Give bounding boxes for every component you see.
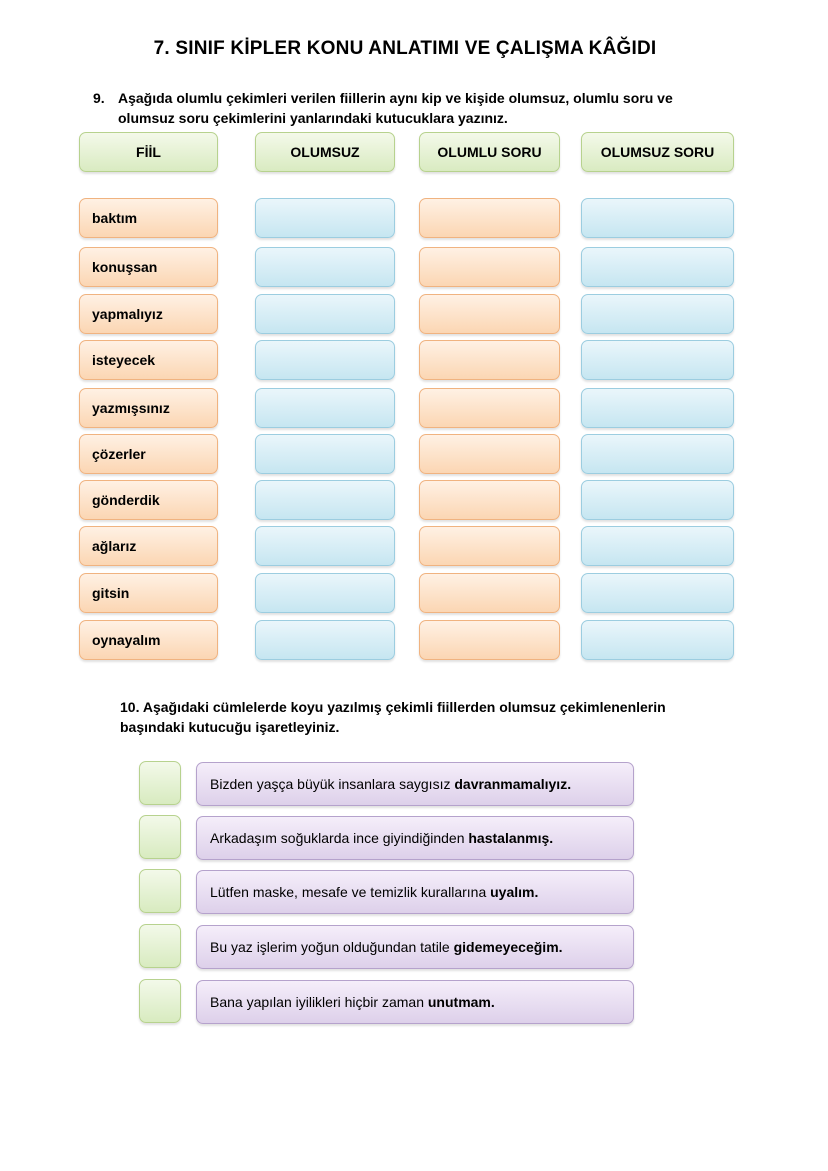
negative-answer-box[interactable] bbox=[255, 573, 395, 613]
negative-answer-box[interactable] bbox=[255, 198, 395, 238]
sentence-text: Bu yaz işlerim yoğun olduğundan tatile bbox=[210, 939, 454, 955]
negative-question-answer-box[interactable] bbox=[581, 620, 734, 660]
positive-question-answer-box[interactable] bbox=[419, 526, 560, 566]
question-9-line-2: olumsuz soru çekimlerini yanlarındaki kutucuklara yazınız. bbox=[118, 110, 508, 126]
positive-question-answer-box[interactable] bbox=[419, 573, 560, 613]
page-title: 7. SINIF KİPLER KONU ANLATIMI VE ÇALIŞMA KÂĞIDI bbox=[153, 38, 657, 59]
negative-question-answer-box[interactable] bbox=[581, 340, 734, 380]
negative-question-answer-box[interactable] bbox=[581, 434, 734, 474]
positive-question-answer-box[interactable] bbox=[419, 294, 560, 334]
negative-question-answer-box[interactable] bbox=[581, 573, 734, 613]
verb-cell: yapmalıyız bbox=[79, 294, 218, 334]
negative-question-answer-box[interactable] bbox=[581, 388, 734, 428]
negative-answer-box[interactable] bbox=[255, 620, 395, 660]
negative-question-answer-box[interactable] bbox=[581, 294, 734, 334]
answer-checkbox[interactable] bbox=[139, 924, 181, 968]
question-9-number: 9. bbox=[93, 90, 105, 106]
verb-cell: konuşsan bbox=[79, 247, 218, 287]
question-10-line-1: 10. Aşağıdaki cümlelerde koyu yazılmış çekimli fiillerden olumsuz çekimlenenlerin bbox=[120, 699, 666, 715]
sentence-box bbox=[196, 816, 634, 860]
sentence-box bbox=[196, 925, 634, 969]
verb-cell: gitsin bbox=[79, 573, 218, 613]
column-header-3: OLUMLU SORU bbox=[419, 132, 560, 172]
column-header-4: OLUMSUZ SORU bbox=[581, 132, 734, 172]
verb-cell: ağlarız bbox=[79, 526, 218, 566]
positive-question-answer-box[interactable] bbox=[419, 620, 560, 660]
negative-question-answer-box[interactable] bbox=[581, 480, 734, 520]
sentence-box bbox=[196, 762, 634, 806]
verb-cell: yazmışsınız bbox=[79, 388, 218, 428]
positive-question-answer-box[interactable] bbox=[419, 340, 560, 380]
verb-cell: baktım bbox=[79, 198, 218, 238]
sentence-verb: hastalanmış. bbox=[468, 830, 554, 846]
sentence-verb: uyalım. bbox=[490, 884, 539, 900]
negative-answer-box[interactable] bbox=[255, 340, 395, 380]
answer-checkbox[interactable] bbox=[139, 815, 181, 859]
question-9-line-1: Aşağıda olumlu çekimleri verilen fiillerin aynı kip ve kişide olumsuz, olumlu soru ve bbox=[118, 90, 673, 106]
negative-answer-box[interactable] bbox=[255, 294, 395, 334]
sentence-box bbox=[196, 870, 634, 914]
negative-question-answer-box[interactable] bbox=[581, 526, 734, 566]
positive-question-answer-box[interactable] bbox=[419, 434, 560, 474]
verb-cell: gönderdik bbox=[79, 480, 218, 520]
sentence-text: Bana yapılan iyilikleri hiçbir zaman bbox=[210, 994, 428, 1010]
positive-question-answer-box[interactable] bbox=[419, 247, 560, 287]
negative-answer-box[interactable] bbox=[255, 526, 395, 566]
negative-answer-box[interactable] bbox=[255, 480, 395, 520]
negative-answer-box[interactable] bbox=[255, 388, 395, 428]
answer-checkbox[interactable] bbox=[139, 869, 181, 913]
verb-cell: oynayalım bbox=[79, 620, 218, 660]
answer-checkbox[interactable] bbox=[139, 979, 181, 1023]
column-header-2: OLUMSUZ bbox=[255, 132, 395, 172]
negative-question-answer-box[interactable] bbox=[581, 198, 734, 238]
sentence-text: Bizden yaşça büyük insanlara saygısız bbox=[210, 776, 455, 792]
negative-answer-box[interactable] bbox=[255, 434, 395, 474]
answer-checkbox[interactable] bbox=[139, 761, 181, 805]
sentence-verb: unutmam. bbox=[427, 994, 495, 1010]
question-10-line-2: başındaki kutucuğu işaretleyiniz. bbox=[120, 719, 340, 735]
sentence-verb: davranmamalıyız. bbox=[454, 776, 572, 792]
sentence-text: Arkadaşım soğuklarda ince giyindiğinden bbox=[210, 830, 469, 846]
column-header-1: FİİL bbox=[79, 132, 218, 172]
negative-question-answer-box[interactable] bbox=[581, 247, 734, 287]
sentence-box bbox=[196, 980, 634, 1024]
sentence-verb: gidemeyeceğim. bbox=[453, 939, 563, 955]
positive-question-answer-box[interactable] bbox=[419, 388, 560, 428]
positive-question-answer-box[interactable] bbox=[419, 480, 560, 520]
question-10-instructions bbox=[120, 697, 740, 737]
positive-question-answer-box[interactable] bbox=[419, 198, 560, 238]
verb-cell: isteyecek bbox=[79, 340, 218, 380]
negative-answer-box[interactable] bbox=[255, 247, 395, 287]
sentence-text: Lütfen maske, mesafe ve temizlik kurallarına bbox=[210, 884, 491, 900]
verb-cell: çözerler bbox=[79, 434, 218, 474]
